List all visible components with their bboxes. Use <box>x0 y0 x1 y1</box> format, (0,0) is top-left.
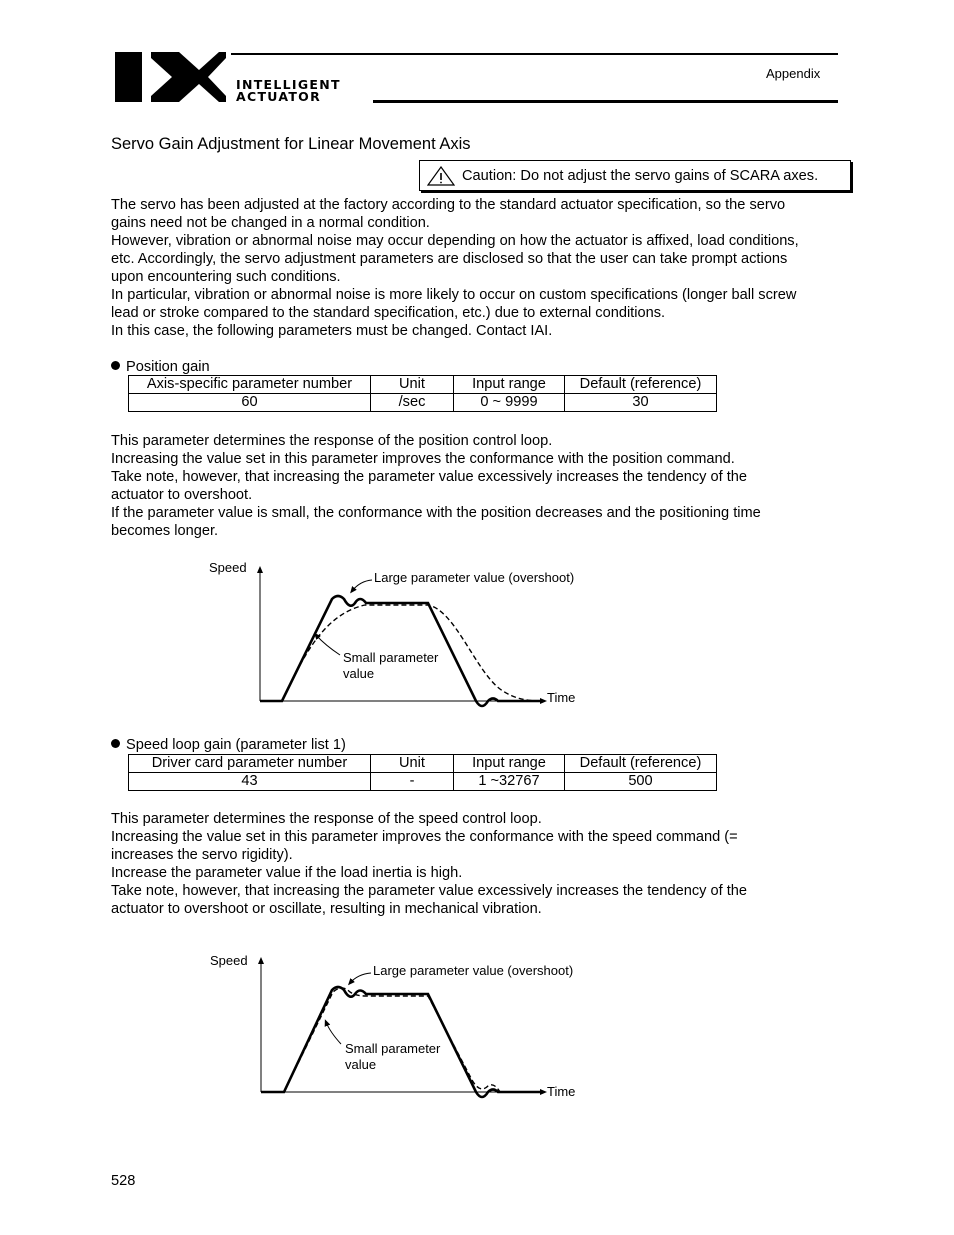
table-header-cell: Default (reference) <box>565 755 717 773</box>
warning-icon <box>427 166 455 186</box>
table-header-cell: Default (reference) <box>565 376 717 394</box>
description-line: actuator to overshoot or oscillate, resulting in mechanical vibration. <box>111 901 542 917</box>
logo-text-line2: ACTUATOR <box>236 89 322 104</box>
position-gain-heading-text: Position gain <box>126 359 210 375</box>
table-header-cell: Input range <box>454 376 565 394</box>
large-value-label: Large parameter value (overshoot) <box>374 570 575 585</box>
small-value-label <box>343 650 438 682</box>
intro-paragraph <box>111 196 799 340</box>
bullet-icon <box>111 739 120 748</box>
speed-loop-gain-table <box>128 754 717 791</box>
intro-line: In this case, the following parameters must be changed. Contact IAI. <box>111 323 553 339</box>
large-label-leader <box>352 580 372 591</box>
header-rule-bottom <box>373 100 838 103</box>
table-header-row <box>129 755 717 773</box>
logo-text <box>236 79 341 103</box>
description-line: If the parameter value is small, the conformance with the position decreases and the positioning time <box>111 505 761 521</box>
table-cell: 500 <box>565 773 717 791</box>
small-value-label-line1: Small parameter <box>345 1041 441 1056</box>
y-axis-label: Speed <box>210 953 248 968</box>
intro-line: The servo has been adjusted at the factory according to the standard actuator specification, so the servo <box>111 197 786 213</box>
speed-loop-gain-heading <box>111 736 346 754</box>
x-axis-label: Time <box>547 1084 576 1099</box>
intro-line: lead or stroke compared to the standard specification, etc.) due to external conditions. <box>111 305 666 321</box>
table-cell: 30 <box>565 394 717 412</box>
position-gain-description <box>111 432 761 540</box>
x-axis-label: Time <box>547 690 576 705</box>
small-value-label-line2: value <box>343 666 375 681</box>
description-line: becomes longer. <box>111 523 219 539</box>
position-gain-table <box>128 375 717 412</box>
description-line: Increasing the value set in this parameter improves the conformance with the speed command (= <box>111 829 738 845</box>
speed-loop-gain-diagram <box>200 948 620 1108</box>
position-gain-heading <box>111 358 210 376</box>
header-rule-top <box>231 53 838 55</box>
header-section: Appendix <box>766 66 821 81</box>
description-line: Take note, however, that increasing the parameter value excessively increases the tendency of the <box>111 469 748 485</box>
description-line: Increasing the value set in this parameter improves the conformance with the position command. <box>111 451 735 467</box>
table-cell: 0 ~ 9999 <box>454 394 565 412</box>
small-value-label <box>345 1041 440 1073</box>
bullet-icon <box>111 361 120 370</box>
caution-text: Caution: Do not adjust the servo gains of SCARA axes. <box>462 168 819 184</box>
page-title: Servo Gain Adjustment for Linear Movement Axis <box>111 135 471 153</box>
table-cell: 60 <box>129 394 371 412</box>
description-line: This parameter determines the response of the speed control loop. <box>111 811 542 827</box>
table-cell: /sec <box>371 394 454 412</box>
description-line: increases the servo rigidity). <box>111 847 293 863</box>
small-value-label-line2: value <box>345 1057 377 1072</box>
small-value-curve <box>284 988 542 1092</box>
intro-line: However, vibration or abnormal noise may occur depending on how the actuator is affixed, load conditions, <box>111 233 799 249</box>
table-row <box>129 773 717 791</box>
caution-box <box>419 160 851 191</box>
table-header-row <box>129 376 717 394</box>
large-value-label: Large parameter value (overshoot) <box>373 963 574 978</box>
small-label-leader <box>326 1022 341 1044</box>
speed-loop-gain-heading-text: Speed loop gain (parameter list 1) <box>126 737 346 753</box>
position-gain-diagram <box>200 555 620 715</box>
table-cell: - <box>371 773 454 791</box>
intro-line: etc. Accordingly, the servo adjustment parameters are disclosed so that the user can take prompt actions <box>111 251 788 267</box>
table-header-cell: Unit <box>371 376 454 394</box>
table-header-cell: Unit <box>371 755 454 773</box>
small-label-leader <box>316 635 340 655</box>
small-value-label-line1: Small parameter <box>343 650 439 665</box>
page-number: 528 <box>111 1173 136 1189</box>
table-row <box>129 394 717 412</box>
speed-loop-gain-description <box>111 810 747 918</box>
description-line: This parameter determines the response of the position control loop. <box>111 433 553 449</box>
description-line: Take note, however, that increasing the parameter value excessively increases the tendency of the <box>111 883 748 899</box>
table-cell: 43 <box>129 773 371 791</box>
table-header-cell: Driver card parameter number <box>129 755 371 773</box>
table-header-cell: Axis-specific parameter number <box>129 376 371 394</box>
logo-text-line1: INTELLIGENT <box>236 77 341 92</box>
description-line: Increase the parameter value if the load inertia is high. <box>111 865 463 881</box>
table-header-cell: Input range <box>454 755 565 773</box>
description-line: actuator to overshoot. <box>111 487 253 503</box>
intro-line: In particular, vibration or abnormal noise is more likely to occur on custom specifications (longer ball screw <box>111 287 797 303</box>
table-cell: 1 ~32767 <box>454 773 565 791</box>
large-label-leader <box>350 973 371 983</box>
intro-line: upon encountering such conditions. <box>111 269 341 285</box>
intro-line: gains need not be changed in a normal condition. <box>111 215 430 231</box>
y-axis-label: Speed <box>209 560 247 575</box>
